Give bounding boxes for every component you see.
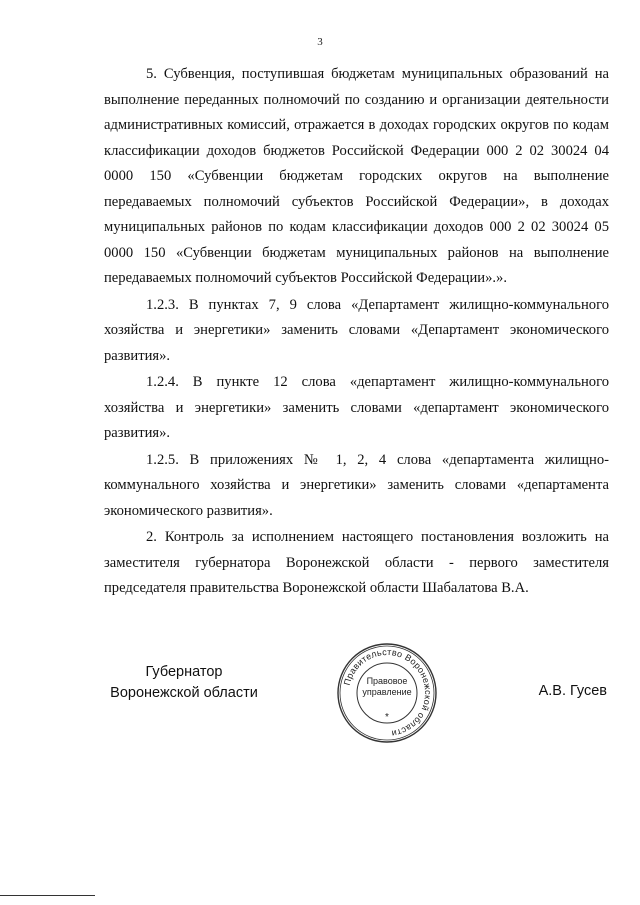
signatory-name: А.В. Гусев bbox=[538, 683, 607, 699]
signatory-position bbox=[104, 662, 264, 704]
paragraph-control: 2. Контроль за исполнением настоящего постановления возложить на заместителя губернатора Воронежской области - первого заместителя председателя правительства Воронежской области Шабалатова В.А. bbox=[104, 529, 609, 596]
stamp-center-line1: Правовое bbox=[366, 676, 408, 686]
paragraph-subvention: 5. Субвенция, поступившая бюджетам муниципальных образований на выполнение переданных полномочий по созданию и организации деятельности административных комиссий, отражается в доходах городских округов по кодам классификации доходов бюджетов Российской Федерации 000 2 02 30024 04 0000 150 «Субвенции бюджетам городских округов на выполнение передаваемых полномочий субъектов Российской Федерации», в доходах муниципальных районов по кодам классификации доходов 000 2 02 30024 05 0000 150 «Субвенции бюджетам муниципальных районов на выполнение передаваемых полномочий субъектов Российской Федерации».». bbox=[104, 66, 609, 286]
document-body bbox=[104, 62, 609, 602]
paragraph-1-2-4: 1.2.4. В пункте 12 слова «департамент жилищно-коммунального хозяйства и энергетики» заменить словами «департамент экономического развития». bbox=[104, 374, 609, 441]
stamp-star: * bbox=[385, 712, 389, 723]
official-stamp bbox=[336, 642, 438, 744]
footer-rule bbox=[0, 895, 95, 896]
page-number: 3 bbox=[317, 36, 323, 48]
signatory-region: Воронежской области bbox=[110, 685, 258, 701]
stamp-ring-text: Правительство Воронежской области bbox=[341, 646, 434, 739]
stamp-center-line2: управление bbox=[362, 687, 412, 697]
signatory-title: Губернатор bbox=[145, 664, 223, 680]
paragraph-1-2-3: 1.2.3. В пунктах 7, 9 слова «Департамент жилищно-коммунального хозяйства и энергетики» заменить словами «Департамент экономического развития». bbox=[104, 296, 609, 364]
paragraph-1-2-5: 1.2.5. В приложениях № 1, 2, 4 слова «департамента жилищно-коммунального хозяйства и энергетики» заменить словами «департамента экономического развития». bbox=[104, 451, 609, 519]
stamp-center bbox=[336, 676, 438, 723]
